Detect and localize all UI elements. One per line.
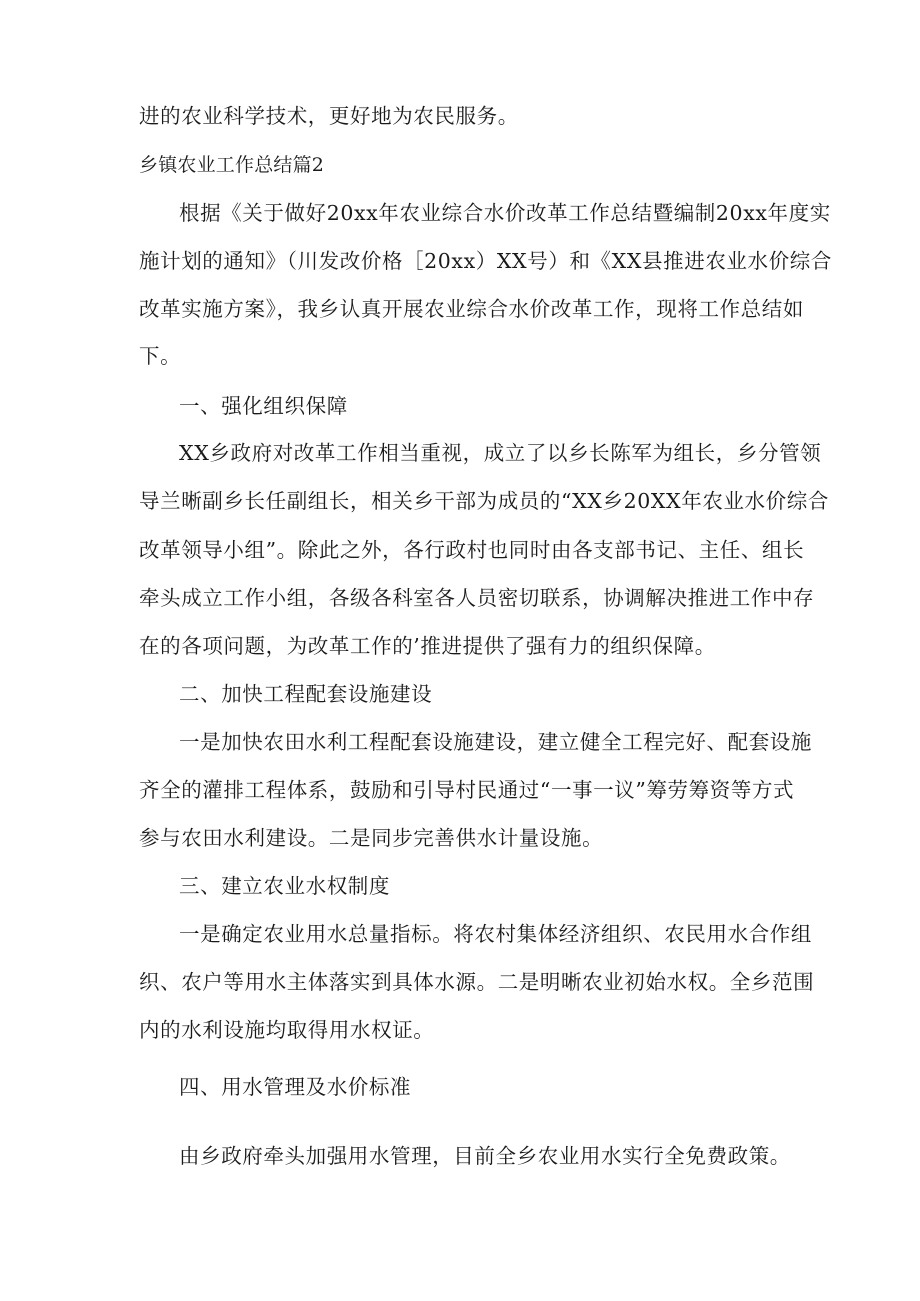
body-text-line: 牵头成立工作小组，各级各科室各人员密切联系，协调解决推进工作中存: [139, 586, 815, 610]
body-text-line: 在的各项问题，为改革工作的’推进提供了强有力的组织保障。: [139, 634, 716, 658]
body-text-line: 进的农业科学技术，更好地为农民服务。: [139, 104, 519, 128]
section-heading: 四、用水管理及水价标准: [179, 1075, 412, 1099]
body-text-line: 下。: [139, 344, 182, 368]
body-text-line: 由乡政府牵头加强用水管理，目前全乡农业用水实行全免费政策。: [179, 1144, 791, 1168]
body-text-line: 一是确定农业用水总量指标。将农村集体经济组织、农民用水合作组: [179, 922, 812, 946]
body-text-line: 施计划的通知》（川发改价格［20xx）XX号）和《XX县推进农业水价综合: [139, 249, 832, 273]
body-text-line: 导兰晰副乡长任副组长，相关乡干部为成员的“XX乡20XX年农业水价综合: [139, 489, 829, 513]
section-heading: 二、加快工程配套设施建设: [179, 682, 433, 706]
body-text-line: 改革领导小组”。除此之外，各行政村也同时由各支部书记、主任、组长: [139, 538, 805, 562]
body-text-line: 参与农田水利建设。二是同步完善供水计量设施。: [139, 826, 604, 850]
section-heading: 一、强化组织保障: [179, 394, 348, 418]
section-heading: 三、建立农业水权制度: [179, 874, 390, 898]
body-text-line: 改革实施方案》，我乡认真开展农业综合水价改革工作，现将工作总结如: [139, 297, 804, 321]
body-text-line: 织、农户等用水主体落实到具体水源。二是明晰农业初始水权。全乡范围: [139, 970, 815, 994]
body-text-line: 内的水利设施均取得用水权证。: [139, 1018, 435, 1042]
body-text-line: 齐全的灌排工程体系，鼓励和引导村民通过“一事一议”筹劳筹资等方式: [139, 778, 795, 802]
body-text-line: 根据《关于做好20xx年农业综合水价改革工作总结暨编制20xx年度实: [179, 201, 831, 225]
section-title: 乡镇农业工作总结篇2: [139, 154, 325, 176]
body-text-line: 一是加快农田水利工程配套设施建设，建立健全工程完好、配套设施: [179, 730, 812, 754]
body-text-line: XX乡政府对改革工作相当重视，成立了以乡长陈军为组长，乡分管领: [179, 441, 822, 465]
